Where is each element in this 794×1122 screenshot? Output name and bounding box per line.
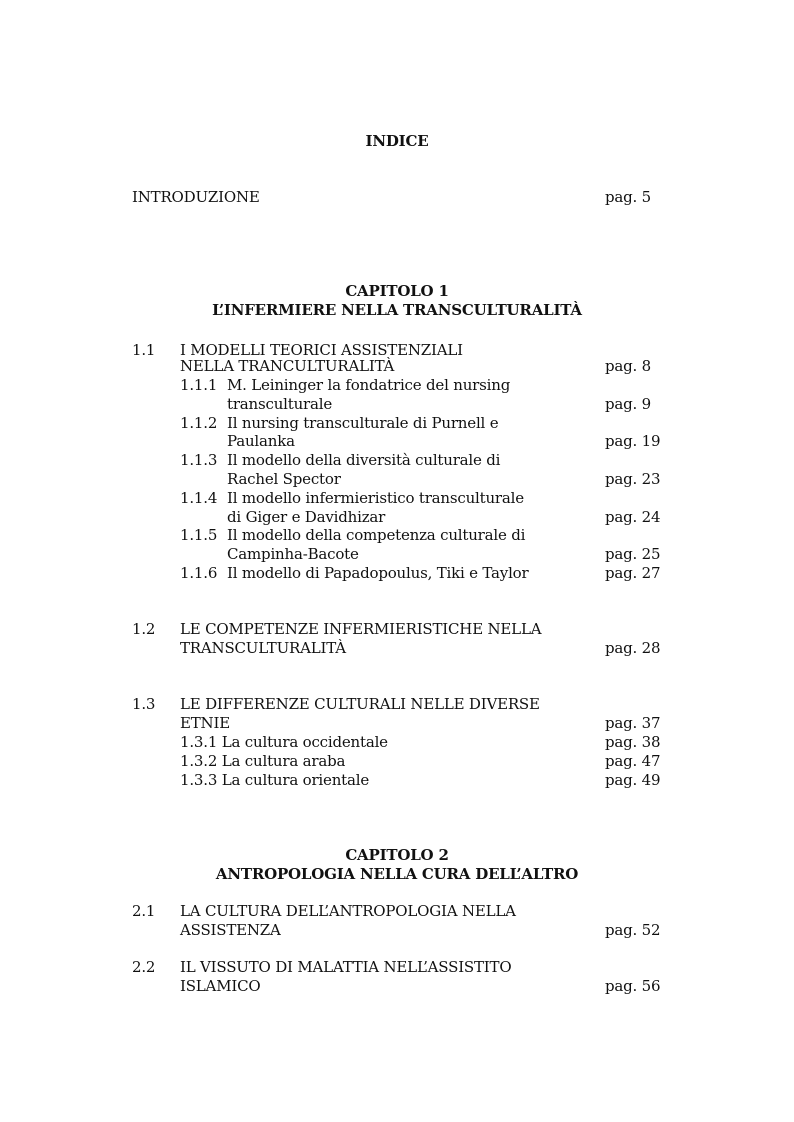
- section-1-1-number: 1.1: [132, 341, 156, 359]
- chapter1-number: CAPITOLO 1: [345, 282, 449, 300]
- section-1-3-page: pag. 37: [605, 714, 661, 732]
- sub-1-1-5-page: pag. 25: [605, 545, 661, 563]
- chapter2-number: CAPITOLO 2: [345, 846, 449, 864]
- sub-1-1-6-page: pag. 27: [605, 564, 661, 582]
- section-2-2-title-line2: ISLAMICO: [180, 977, 261, 995]
- sub-1-3-1-page: pag. 38: [605, 733, 661, 751]
- section-1-1-title-line2: NELLA TRANCULTURALITÀ: [180, 357, 395, 375]
- sub-1-3-3-page: pag. 49: [605, 771, 661, 789]
- intro-page: pag. 5: [605, 188, 652, 206]
- chapter1-title: L’INFERMIERE NELLA TRANSCULTURALITÀ: [212, 301, 582, 319]
- section-2-2-number: 2.2: [132, 958, 156, 976]
- sub-1-1-3-page: pag. 23: [605, 470, 661, 488]
- section-1-2-title-line1: LE COMPETENZE INFERMIERISTICHE NELLA: [180, 620, 542, 638]
- sub-1-1-5-number: 1.1.5: [180, 526, 218, 544]
- section-2-1-page: pag. 52: [605, 921, 661, 939]
- section-1-2-number: 1.2: [132, 620, 156, 638]
- sub-1-1-4-line1: Il modello infermieristico transculturale: [227, 489, 524, 507]
- section-1-3-number: 1.3: [132, 695, 156, 713]
- sub-1-3-2-page: pag. 47: [605, 752, 661, 770]
- section-2-2-title-line1: IL VISSUTO DI MALATTIA NELL’ASSISTITO: [180, 958, 512, 976]
- sub-1-1-4-line2: di Giger e Davidhizar: [227, 508, 386, 526]
- sub-1-1-2-line1: Il nursing transculturale di Purnell e: [227, 414, 499, 432]
- sub-1-1-3-line2: Rachel Spector: [227, 470, 341, 488]
- section-1-1-page: pag. 8: [605, 357, 652, 375]
- sub-1-1-3-line1: Il modello della diversità culturale di: [227, 451, 501, 469]
- sub-1-1-5-line1: Il modello della competenza culturale di: [227, 526, 526, 544]
- sub-1-3-2-label: 1.3.2 La cultura araba: [180, 752, 346, 770]
- section-2-2-page: pag. 56: [605, 977, 661, 995]
- section-1-3-title-line1: LE DIFFERENZE CULTURALI NELLE DIVERSE: [180, 695, 540, 713]
- sub-1-1-2-number: 1.1.2: [180, 414, 218, 432]
- chapter2-title: ANTROPOLOGIA NELLA CURA DELL’ALTRO: [215, 865, 579, 883]
- sub-1-1-5-line2: Campinha-Bacote: [227, 545, 359, 563]
- section-1-3-title-line2: ETNIE: [180, 714, 230, 732]
- sub-1-1-1-page: pag. 9: [605, 395, 652, 413]
- section-1-1-title-line1: I MODELLI TEORICI ASSISTENZIALI: [180, 341, 463, 359]
- sub-1-1-4-page: pag. 24: [605, 508, 661, 526]
- sub-1-1-1-line1: M. Leininger la fondatrice del nursing: [227, 376, 511, 394]
- sub-1-1-4-number: 1.1.4: [180, 489, 218, 507]
- sub-1-1-1-line2: transculturale: [227, 395, 333, 413]
- toc-title: INDICE: [365, 132, 429, 150]
- sub-1-1-2-page: pag. 19: [605, 432, 661, 450]
- sub-1-1-2-line2: Paulanka: [227, 432, 295, 450]
- sub-1-3-1-label: 1.3.1 La cultura occidentale: [180, 733, 388, 751]
- section-1-2-title-line2: TRANSCULTURALITÀ: [180, 639, 346, 657]
- intro-label: INTRODUZIONE: [132, 188, 260, 206]
- section-2-1-number: 2.1: [132, 902, 156, 920]
- sub-1-1-3-number: 1.1.3: [180, 451, 218, 469]
- sub-1-1-6-line1: Il modello di Papadopoulus, Tiki e Taylor: [227, 564, 529, 582]
- sub-1-1-1-number: 1.1.1: [180, 376, 218, 394]
- section-1-2-page: pag. 28: [605, 639, 661, 657]
- section-2-1-title-line2: ASSISTENZA: [180, 921, 281, 939]
- section-2-1-title-line1: LA CULTURA DELL’ANTROPOLOGIA NELLA: [180, 902, 516, 920]
- sub-1-1-6-number: 1.1.6: [180, 564, 218, 582]
- sub-1-3-3-label: 1.3.3 La cultura orientale: [180, 771, 370, 789]
